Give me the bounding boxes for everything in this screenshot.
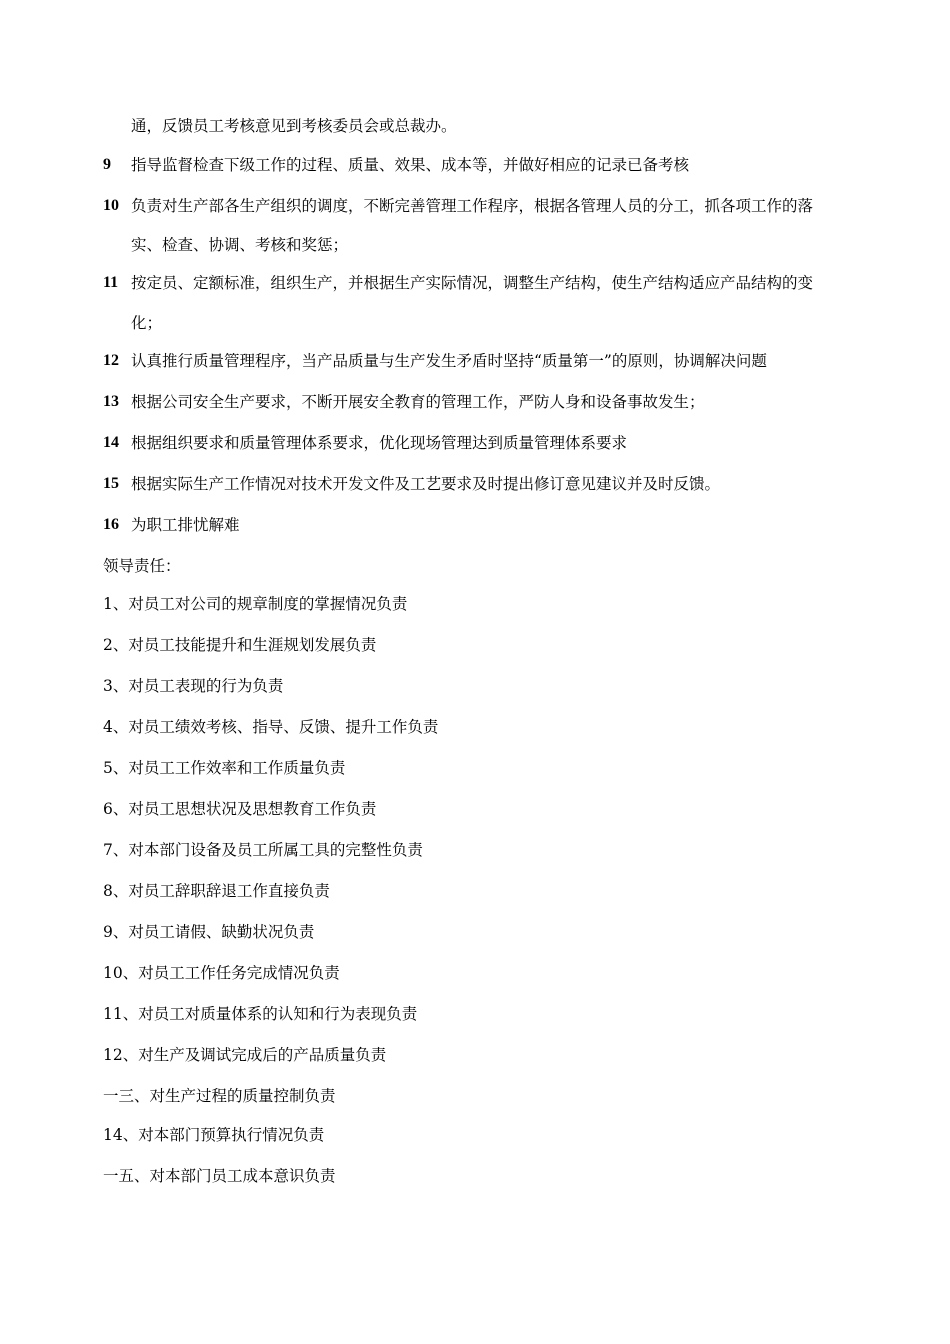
item-text: 按定员、定额标准，组织生产，并根据生产实际情况，调整生产结构，使生产结构适应产品结构的变: [131, 274, 814, 292]
leadership-item: 1、对员工对公司的规章制度的掌握情况负责: [103, 595, 408, 613]
leadership-item: 12、对生产及调试完成后的产品质量负责: [103, 1046, 387, 1064]
item-text-continuation: 化；: [131, 314, 163, 332]
item-number: 10: [103, 197, 119, 214]
leadership-item: 7、对本部门设备及员工所属工具的完整性负责: [103, 841, 423, 859]
item-text: 负责对生产部各生产组织的调度，不断完善管理工作程序，根据各管理人员的分工，抓各项工作的落: [131, 197, 814, 215]
leadership-item: 6、对员工思想状况及思想教育工作负责: [103, 800, 377, 818]
leadership-item: 9、对员工请假、缺勤状况负责: [103, 923, 315, 941]
item-text: 根据实际生产工作情况对技术开发文件及工艺要求及时提出修订意见建议并及时反馈。: [131, 475, 721, 493]
leadership-item: 8、对员工辞职辞退工作直接负责: [103, 882, 330, 900]
leadership-item: 10、对员工工作任务完成情况负责: [103, 964, 340, 982]
item-number: 13: [103, 393, 119, 410]
leadership-item: 5、对员工工作效率和工作质量负责: [103, 759, 346, 777]
item-number: 12: [103, 352, 119, 369]
item-text: 认真推行质量管理程序，当产品质量与生产发生矛盾时坚持“质量第一”的原则，协调解决问题: [131, 352, 767, 370]
leadership-item: 11、对员工对质量体系的认知和行为表现负责: [103, 1005, 418, 1023]
leadership-item: 14、对本部门预算执行情况负责: [103, 1126, 325, 1144]
item-text-continuation: 实、检查、协调、考核和奖惩；: [131, 236, 349, 254]
leadership-item: 一五、对本部门员工成本意识负责: [103, 1167, 336, 1185]
item-text: 为职工排忧解难: [131, 516, 240, 534]
leadership-heading: 领导责任：: [103, 557, 181, 575]
item-8-continuation: 通，反馈员工考核意见到考核委员会或总裁办。: [131, 117, 457, 135]
leadership-item: 3、对员工表现的行为负责: [103, 677, 284, 695]
leadership-item: 2、对员工技能提升和生涯规划发展负责: [103, 636, 377, 654]
item-number: 14: [103, 434, 119, 451]
item-number: 16: [103, 516, 119, 533]
item-text: 根据组织要求和质量管理体系要求，优化现场管理达到质量管理体系要求: [131, 434, 628, 452]
item-number: 15: [103, 475, 119, 492]
item-text: 指导监督检查下级工作的过程、质量、效果、成本等，并做好相应的记录已备考核: [131, 156, 690, 174]
item-text: 根据公司安全生产要求，不断开展安全教育的管理工作，严防人身和设备事故发生；: [131, 393, 705, 411]
leadership-item: 4、对员工绩效考核、指导、反馈、提升工作负责: [103, 718, 439, 736]
item-number: 9: [103, 156, 111, 173]
leadership-item: 一三、对生产过程的质量控制负责: [103, 1087, 336, 1105]
item-number: 11: [103, 274, 119, 291]
